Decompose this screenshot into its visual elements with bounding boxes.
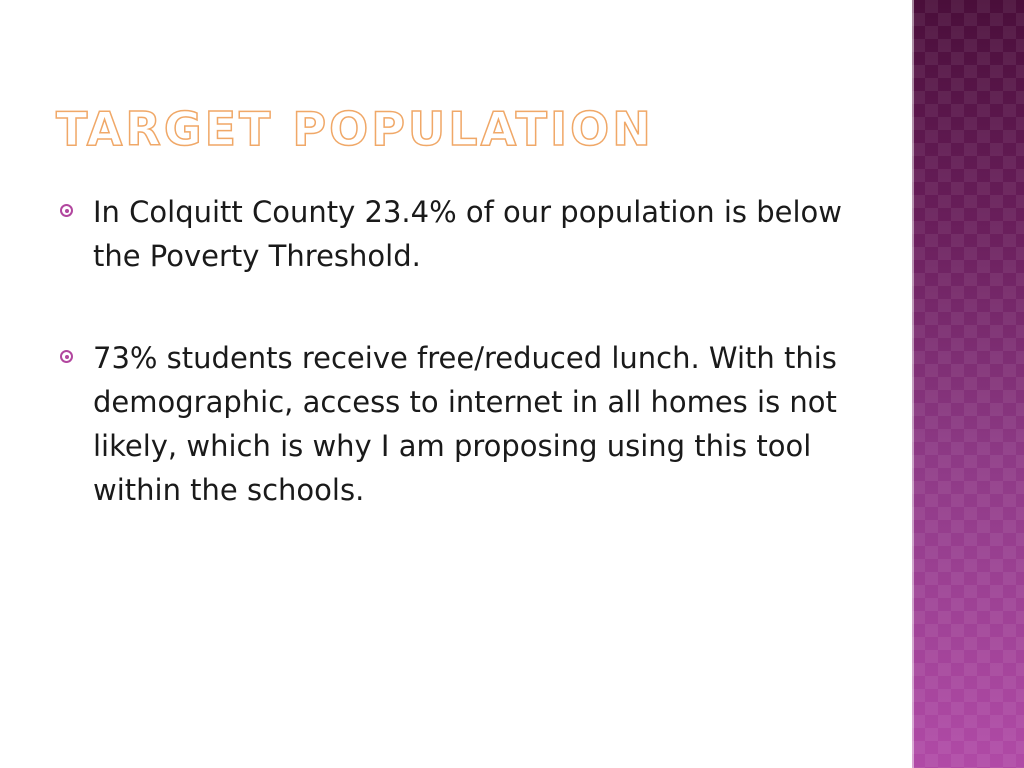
decorative-side-band [912,0,1024,768]
bullet-list [60,190,850,570]
slide-title: TARGET POPULATION [56,102,654,156]
circled-dot-bullet-icon [60,204,73,217]
bullet-item-poverty [60,190,850,278]
bullet-item-lunch [60,336,850,512]
circled-dot-bullet-icon [60,350,73,363]
side-band-edge [912,0,914,768]
bullet-text: 73% students receive free/reduced lunch. With this demographic, access to internet in all homes is not likely, which is why I am proposing using this tool within the schools. [93,341,837,507]
diamond-pattern [912,0,1024,768]
bullet-text: In Colquitt County 23.4% of our population is below the Poverty Threshold. [93,195,842,273]
